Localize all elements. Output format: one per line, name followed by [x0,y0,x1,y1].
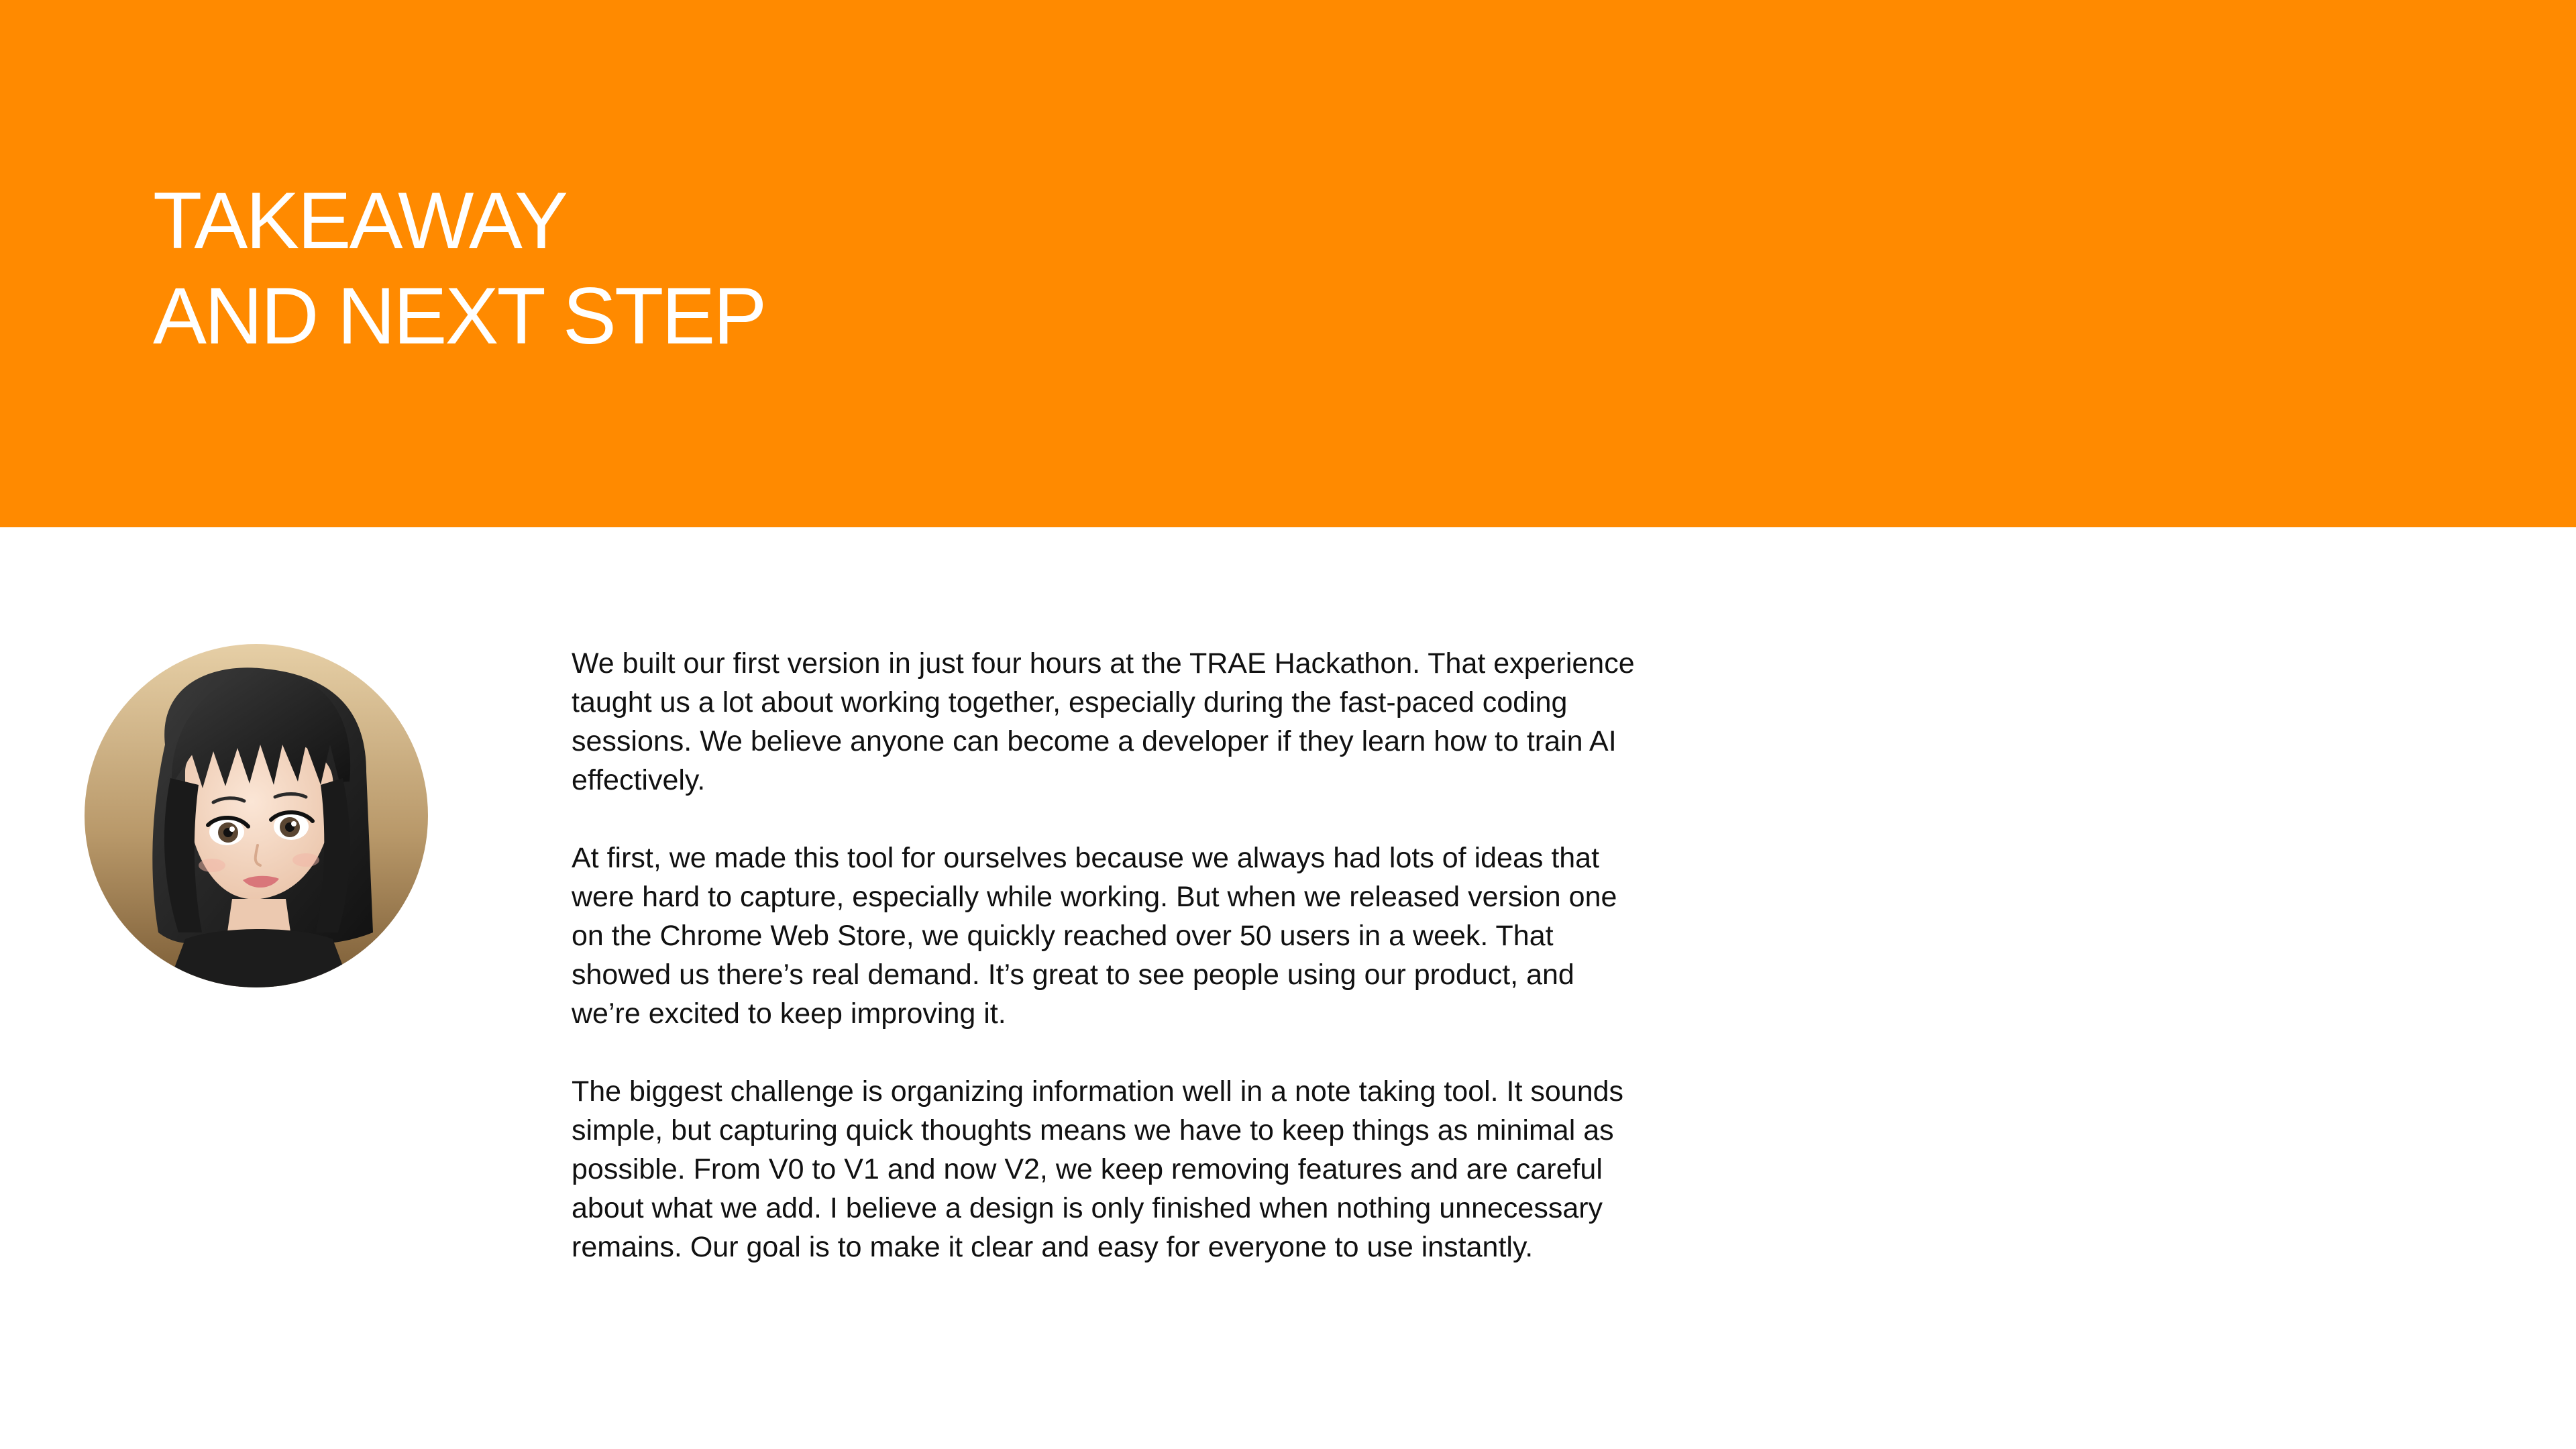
body-text [572,644,1645,1305]
paragraph-2: At first, we made this tool for ourselves because we always had lots of ideas that were hard to capture, especially while working. But when we released version one on the Chrome Web Store, we quickly reached over 50 users in a week. That showed us there’s real demand. It’s great to see people using our product, and we’re excited to keep improving it. [572,842,1617,1030]
header-band [0,0,2576,527]
title-line-1: TAKEAWAY [153,176,567,266]
slide-title [153,173,765,364]
title-line-2: AND NEXT STEP [153,271,765,361]
paragraph-1: We built our first version in just four hours at the TRAE Hackathon. That experience taught us a lot about working together, especially during the fast-paced coding sessions. We believe anyone can become a developer if they learn how to train AI effectively. [572,647,1635,796]
memoji-avatar-icon [85,644,428,987]
avatar [85,644,428,987]
paragraph-3: The biggest challenge is organizing information well in a note taking tool. It sounds simple, but capturing quick thoughts means we have to keep things as minimal as possible. From V0 to V1 and now V2, we keep removing features and are careful about what we add. I believe a design is only finished when nothing unnecessary remains. Our goal is to make it clear and easy for everyone to use instantly. [572,1075,1624,1263]
